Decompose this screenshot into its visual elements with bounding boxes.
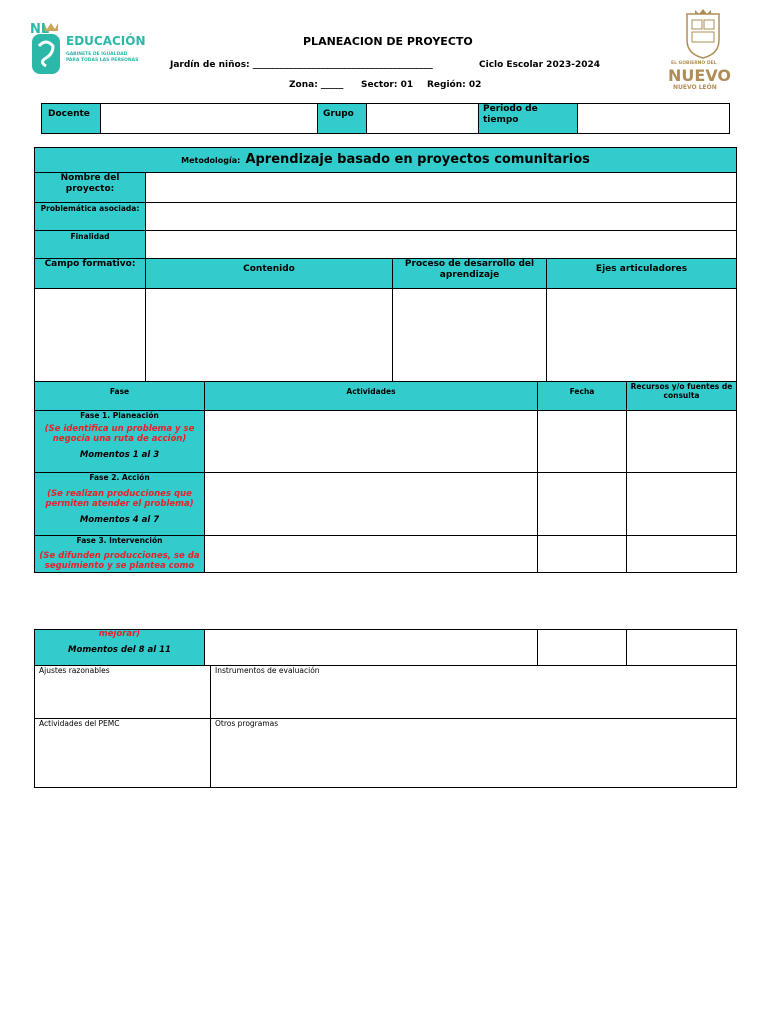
contenido-cell[interactable] [145, 288, 393, 382]
fase-2-desc: (Se realizan producciones que permiten atender el problema) [45, 489, 194, 509]
fase-3-continued-cell [34, 629, 205, 666]
fase-2-recursos[interactable] [626, 472, 737, 536]
contenido-header: Contenido [145, 258, 393, 289]
nuevo-leon-logo [665, 8, 740, 93]
fase-header: Fase [34, 381, 205, 411]
logo-gobierno-text: EL GOBIERNO DEL [671, 61, 717, 66]
fase-3-fecha[interactable] [537, 535, 627, 573]
metodologia-row [34, 147, 737, 173]
ajustes-razonables-cell[interactable] [34, 665, 211, 719]
instrumentos-evaluacion-label: Instrumentos de evaluación [215, 666, 320, 675]
campo-formativo-cell[interactable] [34, 288, 146, 382]
fase-3-continued-recursos[interactable] [626, 629, 737, 666]
actividades-header: Actividades [204, 381, 538, 411]
fase-1-title: Fase 1. Planeación [80, 411, 159, 420]
logo-name-text: EDUCACIÓN [66, 34, 146, 48]
fase-3-momentos: Momentos del 8 al 11 [68, 645, 171, 655]
ejes-cell[interactable] [546, 288, 737, 382]
fase-3-recursos[interactable] [626, 535, 737, 573]
fase-2-title: Fase 2. Acción [89, 473, 150, 482]
metodologia-value: Aprendizaje basado en proyectos comunitarios [245, 152, 590, 167]
fase-3-cell [34, 535, 205, 573]
grupo-field[interactable] [366, 103, 479, 134]
periodo-field[interactable] [577, 103, 730, 134]
finalidad-field[interactable] [145, 230, 737, 259]
fase-1-recursos[interactable] [626, 410, 737, 473]
otros-programas-label: Otros programas [215, 719, 279, 728]
fase-1-fecha[interactable] [537, 410, 627, 473]
jardin-label: Jardín de niños: ________________________________________ [170, 60, 433, 70]
actividades-pemc-label: Actividades del PEMC [39, 719, 120, 728]
actividades-pemc-cell[interactable] [34, 718, 211, 788]
recursos-header: Recursos y/o fuentes de consulta [626, 381, 737, 411]
finalidad-label: Finalidad [34, 230, 146, 259]
sector-label: Sector: 01 [361, 80, 414, 90]
problematica-field[interactable] [145, 202, 737, 231]
proceso-header: Proceso de desarrollo del aprendizaje [392, 258, 547, 289]
campo-formativo-label: Campo formativo: [34, 258, 146, 289]
nombre-proyecto-field[interactable] [145, 172, 737, 203]
region-label: Región: 02 [427, 80, 482, 90]
fase-1-desc: (Se identifica un problema y se negocia una ruta de acción) [44, 424, 195, 444]
coat-of-arms-icon [665, 8, 740, 60]
proceso-cell[interactable] [392, 288, 547, 382]
page-title: PLANEACION DE PROYECTO [303, 35, 473, 48]
fase-3-desc: (Se difunden producciones, se da seguimiento y se plantea como [39, 551, 200, 571]
fase-3-title: Fase 3. Intervención [76, 536, 163, 545]
docente-label: Docente [41, 103, 101, 134]
fase-2-actividades[interactable] [204, 472, 538, 536]
docente-field[interactable] [100, 103, 318, 134]
educacion-logo [30, 20, 160, 90]
fase-1-cell [34, 410, 205, 473]
fase-1-momentos: Momentos 1 al 3 [79, 450, 160, 460]
fase-2-momentos: Momentos 4 al 7 [79, 515, 160, 525]
problematica-label: Problemática asociada: [34, 202, 146, 231]
nombre-proyecto-label: Nombre del proyecto: [34, 172, 146, 203]
periodo-label: Periodo de tiempo [478, 103, 578, 134]
logo-tagline-1: GABINETE DE IGUALDAD [66, 52, 128, 57]
logo-nuevo-leon-text: NUEVO LEÓN [673, 84, 717, 91]
logo-nuevo-text: NUEVO [668, 66, 732, 85]
metodologia-label: Metodología: [181, 156, 241, 165]
zona-label: Zona: _____ [289, 80, 344, 90]
fase-2-fecha[interactable] [537, 472, 627, 536]
ciclo-escolar: Ciclo Escolar 2023-2024 [479, 60, 601, 70]
fase-3-continued-desc: mejorar) [98, 629, 141, 639]
fase-3-actividades[interactable] [204, 535, 538, 573]
fase-1-actividades[interactable] [204, 410, 538, 473]
logo-nl-text: NL [30, 22, 50, 37]
fecha-header: Fecha [537, 381, 627, 411]
grupo-label: Grupo [317, 103, 367, 134]
otros-programas-cell[interactable] [210, 718, 737, 788]
logo-tagline-2: PARA TODAS LAS PERSONAS [66, 58, 139, 63]
fase-3-continued-actividades[interactable] [204, 629, 538, 666]
ejes-header: Ejes articuladores [546, 258, 737, 289]
instrumentos-evaluacion-cell[interactable] [210, 665, 737, 719]
fase-3-continued-fecha[interactable] [537, 629, 627, 666]
ajustes-razonables-label: Ajustes razonables [39, 666, 110, 675]
fase-2-cell [34, 472, 205, 536]
